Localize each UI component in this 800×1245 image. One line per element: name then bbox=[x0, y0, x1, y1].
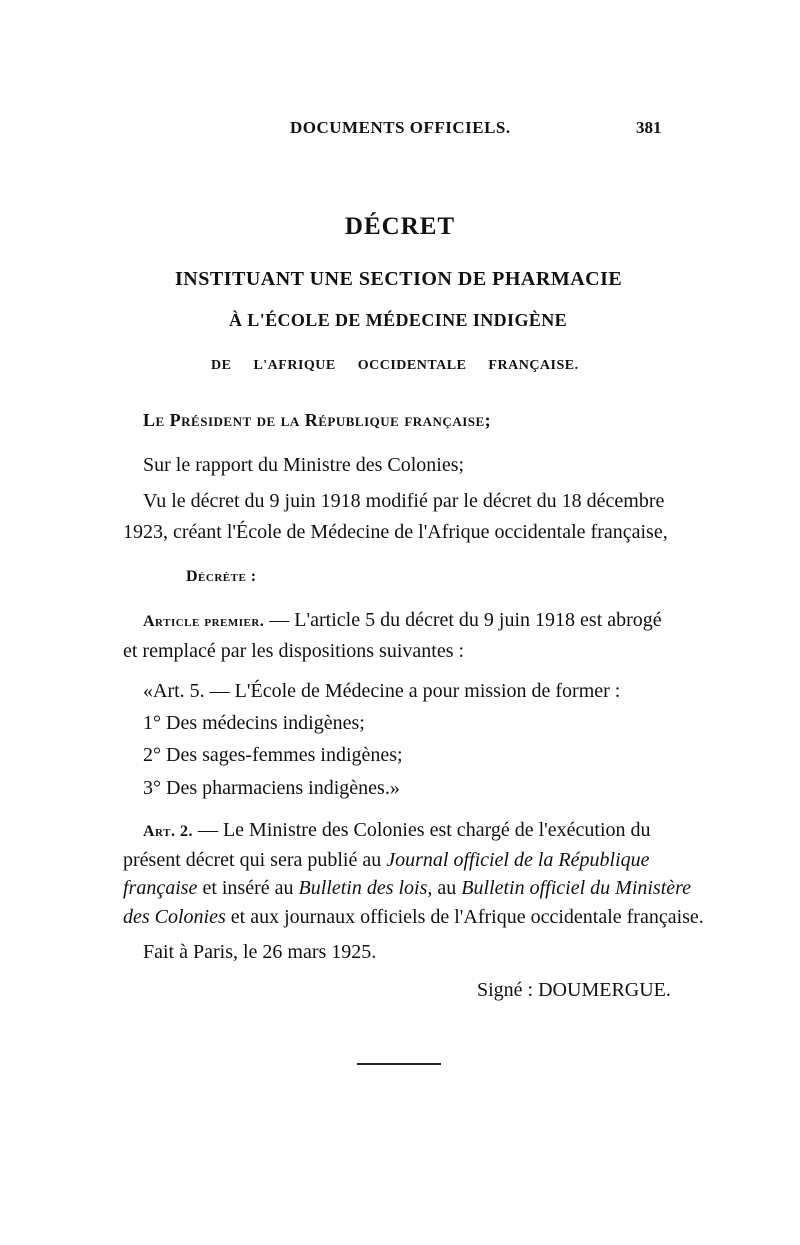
bulletin-officiel-title-cont: des Colonies bbox=[123, 906, 226, 928]
article-2-line-3 bbox=[123, 873, 691, 904]
decree-subtitle-line-3: DE L'AFRIQUE OCCIDENTALE FRANÇAISE. bbox=[211, 358, 579, 373]
art-5-item-3: 3° Des pharmaciens indigènes.» bbox=[143, 777, 400, 799]
article-2-line-4-text: et aux journaux officiels de l'Afrique occidentale française. bbox=[225, 906, 704, 928]
art-5-item-2: 2° Des sages-femmes indigènes; bbox=[143, 744, 403, 766]
art-5-item-1: 1° Des médecins indigènes; bbox=[143, 712, 365, 734]
decree-title: DÉCRET bbox=[344, 213, 456, 240]
sur-le-rapport-paragraph: Sur le rapport du Ministre des Colonies; bbox=[143, 454, 465, 476]
running-title: DOCUMENTS OFFICIELS. bbox=[290, 118, 511, 137]
article-1-text: — L'article 5 du décret du 9 juin 1918 est abrogé bbox=[264, 609, 662, 631]
vu-paragraph-line-1: Vu le décret du 9 juin 1918 modifié par le décret du 18 décembre bbox=[143, 490, 665, 512]
president-line: Le Président de la République française; bbox=[143, 410, 492, 430]
article-2-line-2-text: présent décret qui sera publié au bbox=[123, 849, 387, 871]
art-5-intro: «Art. 5. — L'École de Médecine a pour mission de former : bbox=[143, 680, 621, 702]
vu-paragraph-line-2: 1923, créant l'École de Médecine de l'Afrique occidentale française, bbox=[123, 521, 668, 543]
article-1-line-2: et remplacé par les dispositions suivantes : bbox=[123, 640, 465, 662]
bulletin-officiel-title: Bulletin officiel du Ministère bbox=[461, 877, 692, 899]
decrete-heading: Décrète : bbox=[186, 568, 257, 585]
decree-subtitle-line-1: INSTITUANT UNE SECTION DE PHARMACIE bbox=[175, 268, 623, 290]
closing-divider bbox=[357, 1063, 441, 1065]
article-2-line-1 bbox=[143, 815, 651, 847]
article-2-line-3-text-b: au bbox=[432, 877, 462, 899]
article-2-label: Art. 2. bbox=[143, 823, 193, 840]
article-2-line-2 bbox=[123, 845, 650, 876]
fait-a-paris-line: Fait à Paris, le 26 mars 1925. bbox=[143, 941, 377, 963]
decree-subtitle-line-2: À L'ÉCOLE DE MÉDECINE INDIGÈNE bbox=[229, 310, 568, 330]
article-2-line-4 bbox=[123, 902, 704, 933]
article-1-label: Article premier. bbox=[143, 613, 265, 630]
article-1-line-1 bbox=[143, 605, 662, 637]
bulletin-des-lois-title: Bulletin des lois, bbox=[298, 877, 433, 899]
article-2-text: — Le Ministre des Colonies est chargé de l'exécution du bbox=[192, 819, 651, 841]
journal-officiel-title-cont: française bbox=[123, 877, 198, 899]
article-2-line-3-text-a: et inséré au bbox=[197, 877, 299, 899]
signature-line: Signé : DOUMERGUE. bbox=[477, 979, 671, 1001]
journal-officiel-title: Journal officiel de la République bbox=[386, 849, 650, 871]
page-number: 381 bbox=[636, 118, 662, 137]
